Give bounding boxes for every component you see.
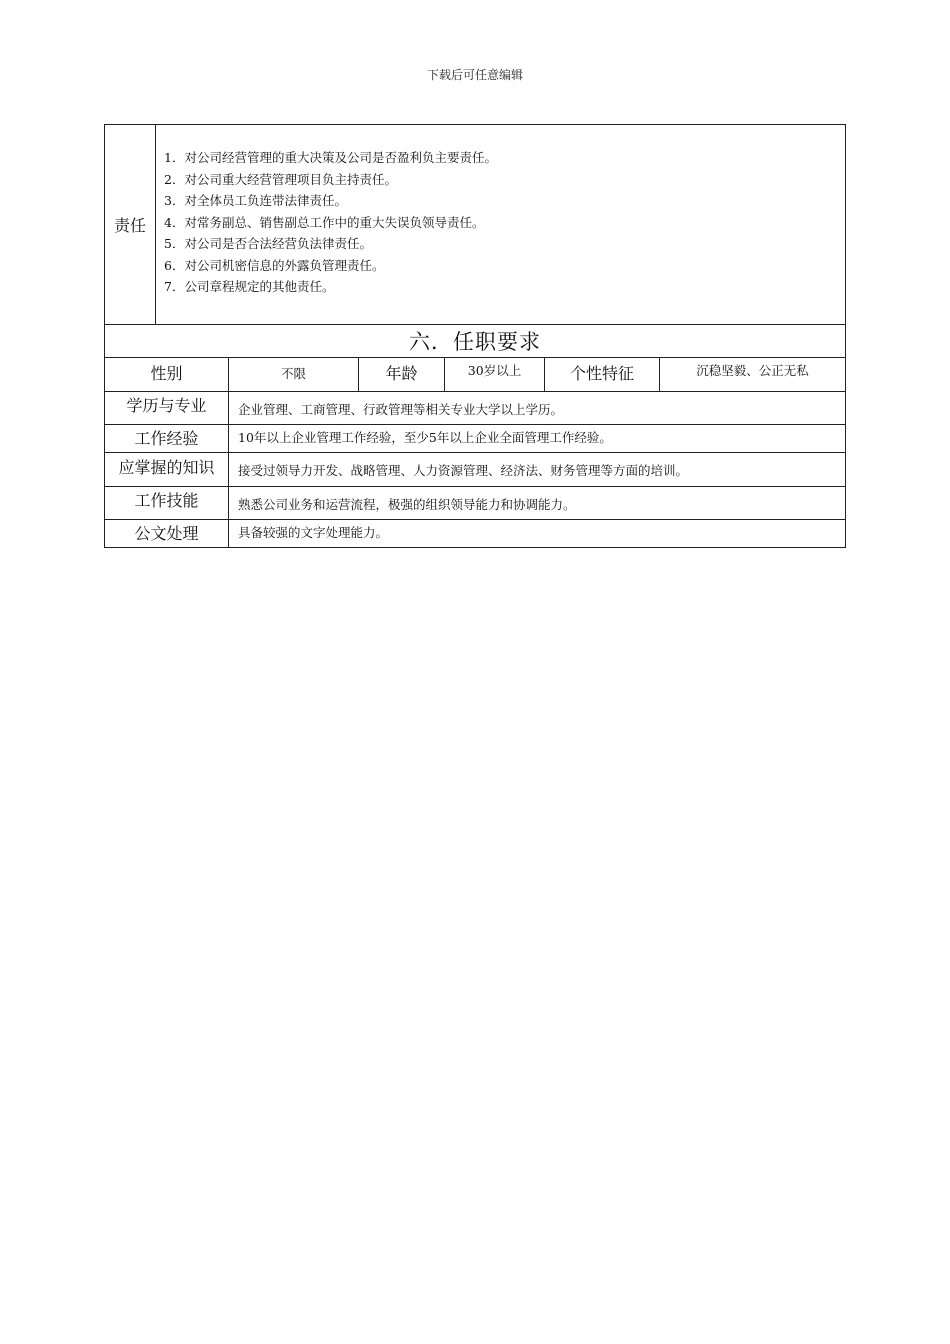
gender-label: 性别 bbox=[105, 358, 229, 391]
gender-value: 不限 bbox=[229, 358, 359, 391]
education-row bbox=[105, 392, 845, 425]
age-label: 年龄 bbox=[359, 358, 445, 391]
experience-row bbox=[105, 425, 845, 453]
personality-label: 个性特征 bbox=[545, 358, 660, 391]
experience-label: 工作经验 bbox=[105, 425, 229, 452]
responsibility-item: 7．公司章程规定的其他责任。 bbox=[164, 279, 335, 294]
education-label: 学历与专业 bbox=[105, 392, 229, 424]
knowledge-label: 应掌握的知识 bbox=[105, 453, 229, 486]
knowledge-value: 接受过领导力开发、战略管理、人力资源管理、经济法、财务管理等方面的培训。 bbox=[238, 463, 689, 478]
age-value: 30岁以上 bbox=[445, 358, 545, 391]
responsibility-item: 4．对常务副总、销售副总工作中的重大失误负领导责任。 bbox=[164, 214, 485, 230]
basic-attributes-row bbox=[105, 358, 845, 392]
responsibility-item: 2．对公司重大经营管理项目负主持责任。 bbox=[164, 171, 397, 187]
page-header-note: 下载后可任意编辑 bbox=[426, 68, 523, 82]
document-handling-value: 具备较强的文字处理能力。 bbox=[238, 525, 389, 540]
job-description-table bbox=[104, 124, 846, 548]
personality-value: 沉稳坚毅、公正无私 bbox=[696, 363, 809, 378]
document-handling-row bbox=[105, 520, 845, 547]
responsibility-item: 6．对公司机密信息的外露负管理责任。 bbox=[164, 257, 385, 273]
responsibilities-list bbox=[156, 125, 845, 324]
responsibility-item: 1．对公司经营管理的重大决策及公司是否盈利负主要责任。 bbox=[164, 150, 497, 165]
document-handling-label: 公文处理 bbox=[105, 520, 229, 547]
knowledge-row bbox=[105, 453, 845, 487]
responsibilities-label: 责任 bbox=[105, 125, 156, 324]
experience-value: 10年以上企业管理工作经验，至少5年以上企业全面管理工作经验。 bbox=[238, 430, 612, 445]
responsibility-item: 3．对全体员工负连带法律责任。 bbox=[164, 193, 347, 208]
skills-row bbox=[105, 487, 845, 520]
skills-label: 工作技能 bbox=[105, 487, 229, 519]
section-title: 六．任职要求 bbox=[105, 325, 845, 358]
responsibilities-row bbox=[105, 125, 845, 325]
responsibility-item: 5．对公司是否合法经营负法律责任。 bbox=[164, 236, 372, 251]
education-value: 企业管理、工商管理、行政管理等相关专业大学以上学历。 bbox=[238, 402, 564, 417]
skills-value: 熟悉公司业务和运营流程，极强的组织领导能力和协调能力。 bbox=[238, 497, 576, 512]
